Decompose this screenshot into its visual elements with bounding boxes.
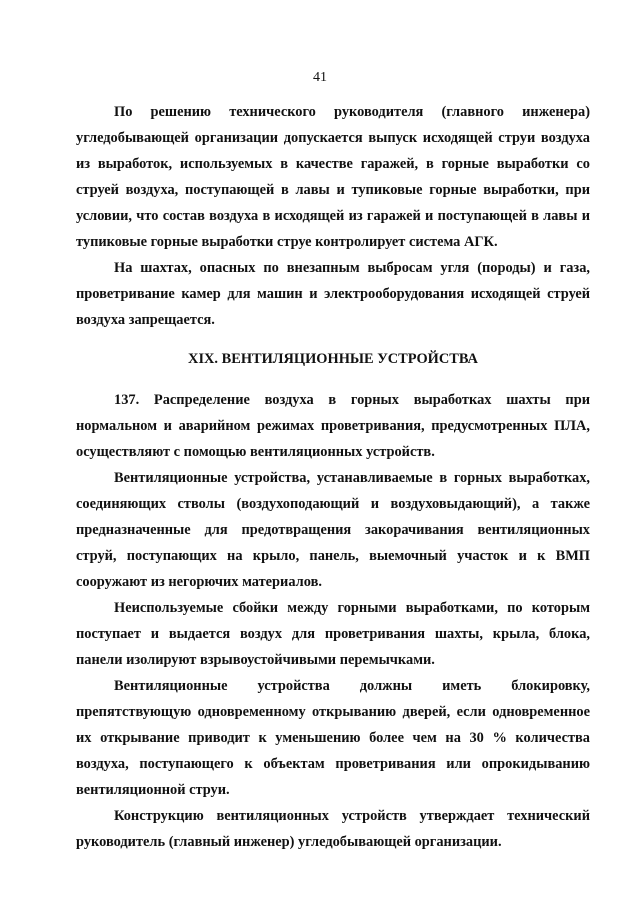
paragraph-design-approval: Конструкцию вентиляционных устройств утверждает технический руководитель (главный инженер) угледобывающей организации. bbox=[76, 808, 590, 850]
paragraph-door-interlock: Вентиляционные устройства должны иметь блокировку, препятствующую одновременному открыванию дверей, если одновременное их открывание приводит к уменьшению более чем на 30 % количества воздуха, поступающего к объектам проветривания или опрокидыванию вентиляционной струи. bbox=[76, 678, 590, 798]
paragraph-noncombustible: Вентиляционные устройства, устанавливаемые в горных выработках, соединяющих стволы (воздухоподающий и воздуховыдающий), а также предназначенные для предотвращения закорачивания вентиляционных струй, поступающих на крыло, панель, выемочный участок и к ВМП сооружают из негорючих материалов. bbox=[76, 470, 590, 590]
paragraph-explosion-proof: Неиспользуемые сбойки между горными выработками, по которым поступает и выдается воздух для проветривания шахты, крыла, блока, панели изолируют взрывоустойчивыми перемычками. bbox=[76, 600, 590, 668]
paragraph-137: 137. Распределение воздуха в горных выработках шахты при нормальном и аварийном режимах проветривания, предусмотренных ПЛА, осуществляют с помощью вентиляционных устройств. bbox=[76, 392, 590, 460]
page-content bbox=[76, 99, 590, 855]
page-number: 41 bbox=[313, 70, 327, 85]
paragraph-garage-air: По решению технического руководителя (главного инженера) угледобывающей организации допускается выпуск исходящей струи воздуха из выработок, используемых в качестве гаражей, в горные выработки со струей воздуха, поступающей в лавы и тупиковые горные выработки, при условии, что состав воздуха в исходящей из гаражей и поступающей в лавы и тупиковые горные выработки струе контролирует система АГК. bbox=[76, 104, 590, 250]
section-heading: XIX. ВЕНТИЛЯЦИОННЫЕ УСТРОЙСТВА bbox=[188, 351, 478, 367]
paragraph-outburst-mines: На шахтах, опасных по внезапным выбросам угля (породы) и газа, проветривание камер для машин и электрооборудования исходящей струей воздуха запрещается. bbox=[76, 260, 590, 328]
